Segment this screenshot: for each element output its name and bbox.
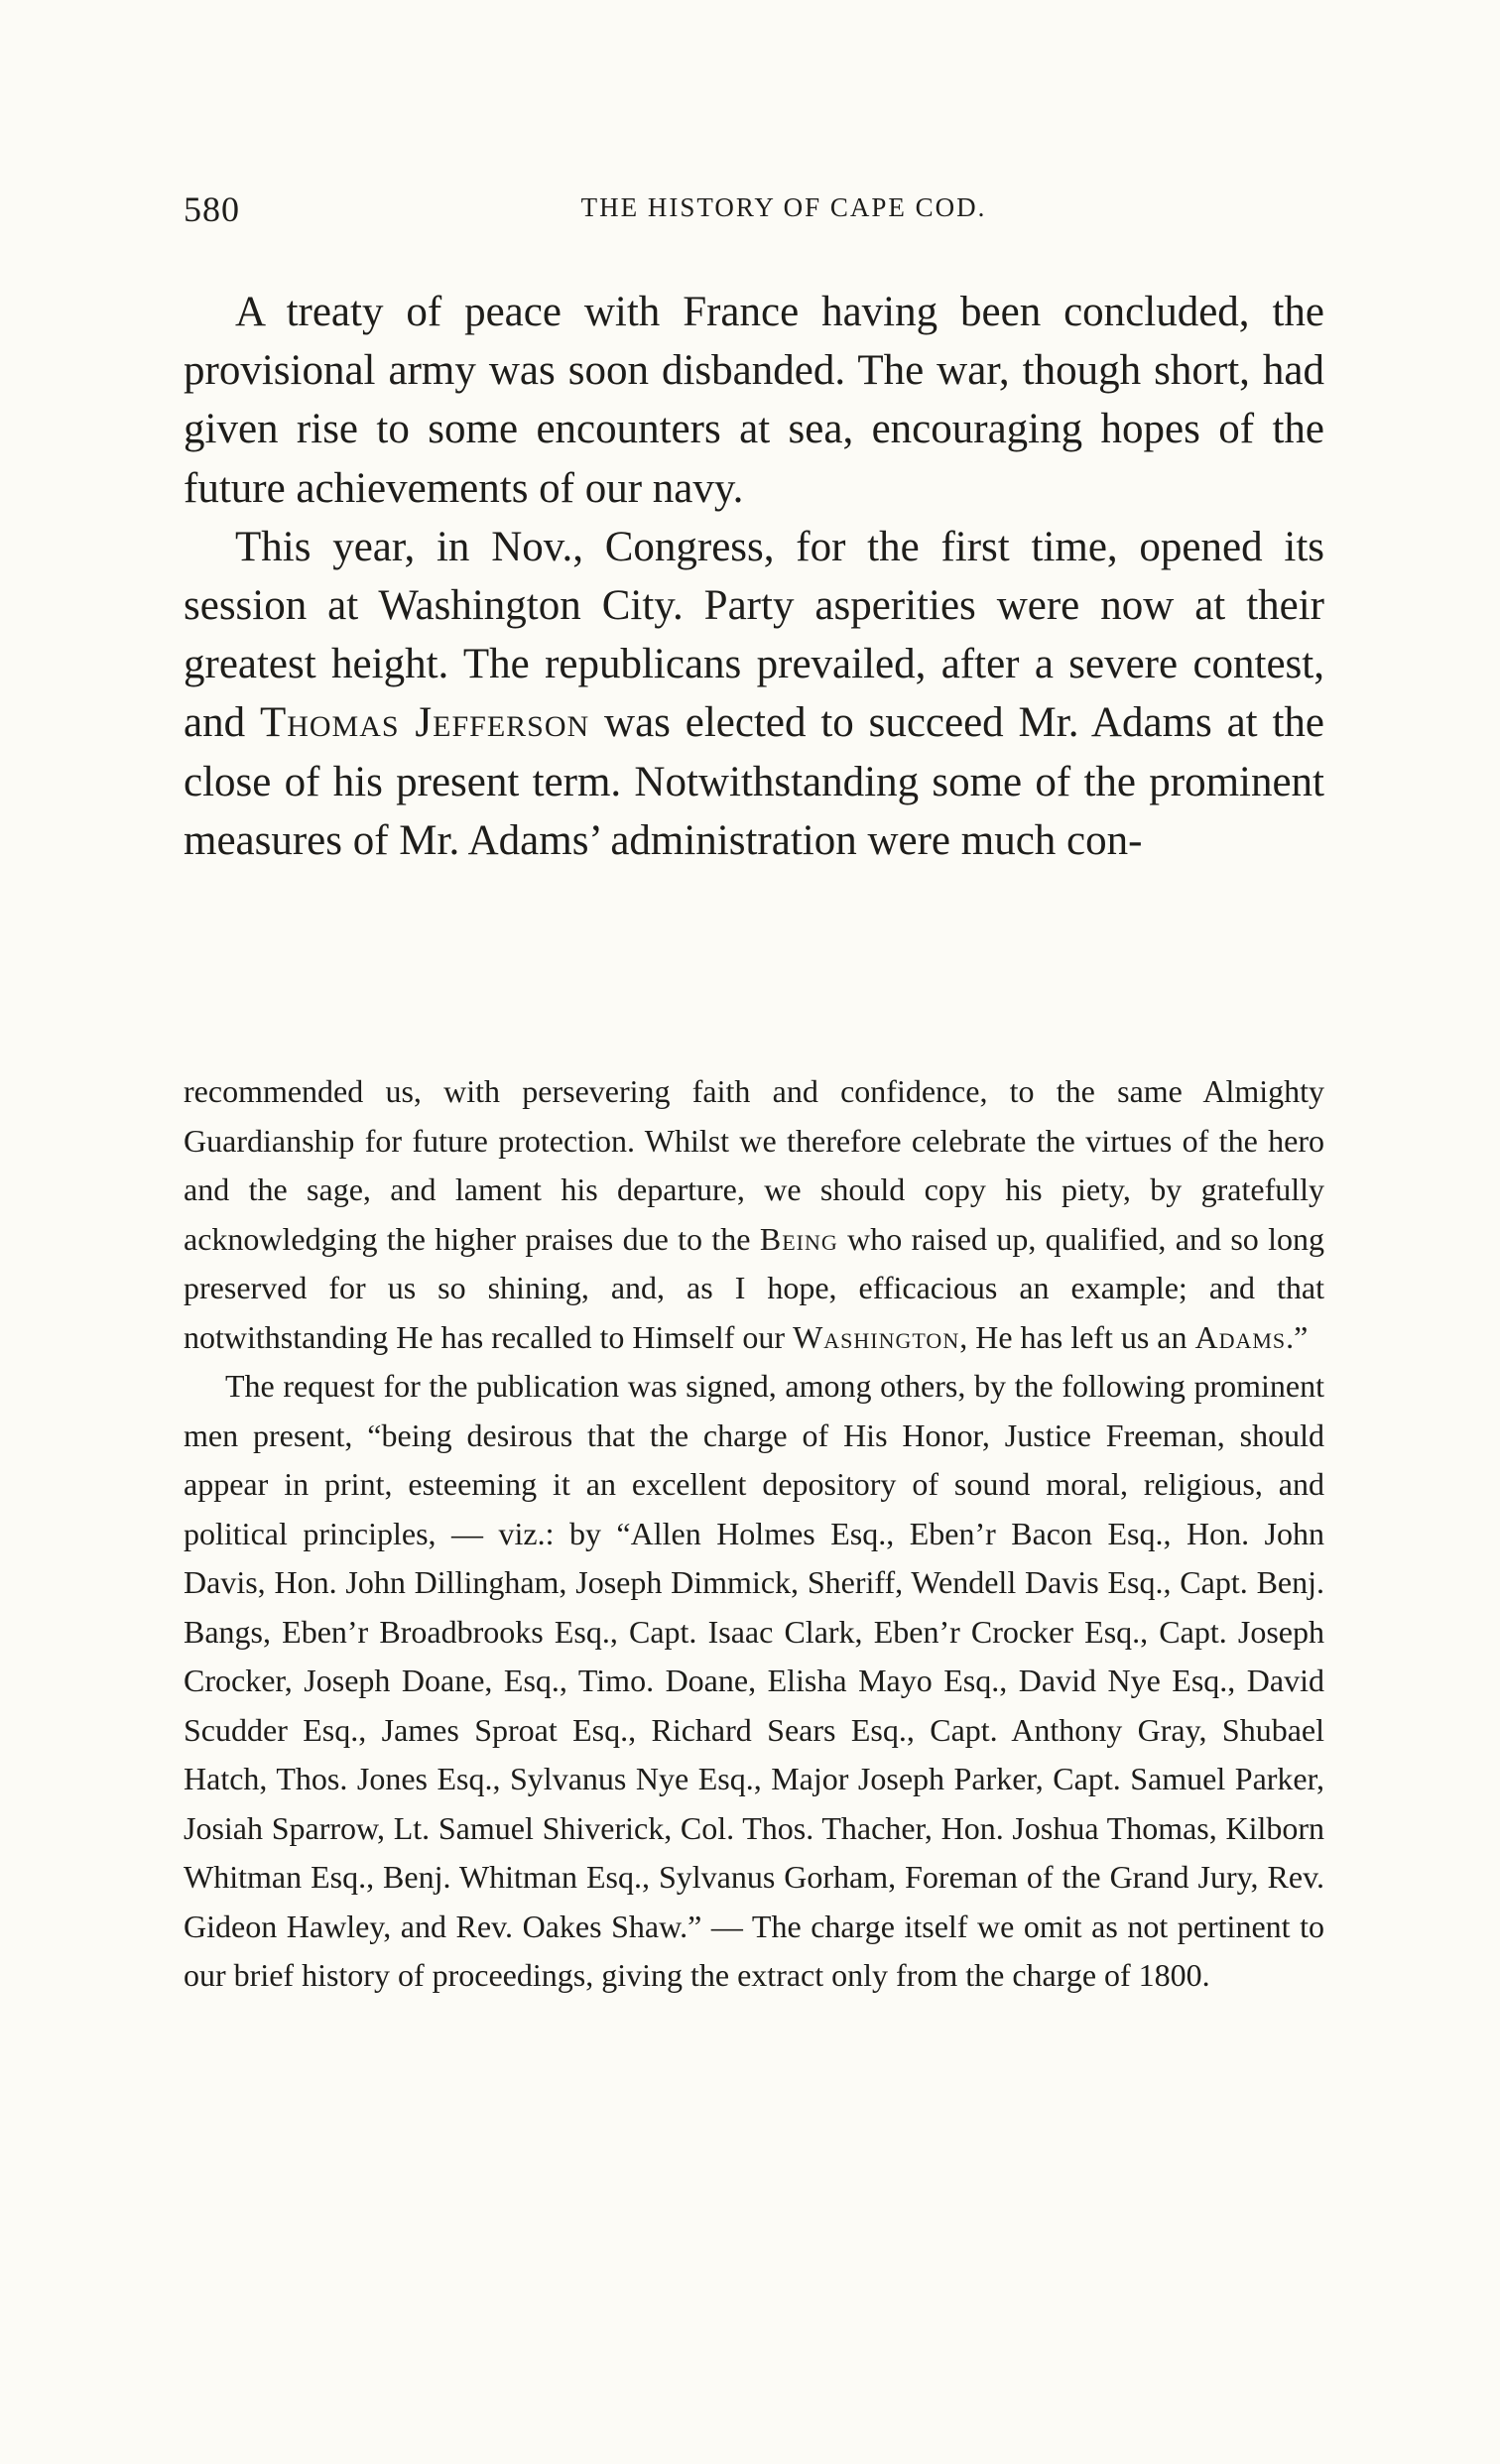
paragraph-text: was elected to succeed Mr. Adams at the close of his present term. Notwithstanding some of the prominent measures of Mr. Adams’ administration were much con- xyxy=(184,699,1324,864)
footnote-paragraph-2: The request for the publication was signed, among others, by the following prominent men present, “being desirous that the charge of His Honor, Justice Freeman, should appear in print, esteeming it an excellent depository of sound moral, religious, and political principles, — viz.: by “Allen Holmes Esq., Eben’r Bacon Esq., Hon. John Davis, Hon. John Dillingham, Joseph Dimmick, Sheriff, Wendell Davis Esq., Capt. Benj. Bangs, Eben’r Broadbrooks Esq., Capt. Isaac Clark, Eben’r Crocker Esq., Capt. Joseph Crocker, Joseph Doane, Esq., Timo. Doane, Elisha Mayo Esq., David Nye Esq., David Scudder Esq., James Sproat Esq., Richard Sears Esq., Capt. Anthony Gray, Shubael Hatch, Thos. Jones Esq., Sylvanus Nye Esq., Major Joseph Parker, Capt. Samuel Parker, Josiah Sparrow, Lt. Samuel Shiverick, Col. Thos. Thacher, Hon. Joshua Thomas, Kilborn Whitman Esq., Benj. Whitman Esq., Sylvanus Gorham, Foreman of the Grand Jury, Rev. Gideon Hawley, and Rev. Oakes Shaw.” — The charge itself we omit as not pertinent to our brief history of proceedings, giving the extract only from the charge of 1800. xyxy=(184,1368,1324,1993)
paragraph-text: This year, in Nov., Congress, for the first time, opened its session at Washington City. Party asperities were now at their greatest height. The republicans prevailed, after a severe contest, and xyxy=(184,523,1324,747)
footnote xyxy=(184,1067,1324,2001)
footnote-text: who raised up, qualified, and so long preserved for us so shining, and, as I hope, efficacious an example; and that notwithstanding He has recalled to Himself our xyxy=(184,1220,1325,1355)
footnote-text: , He has left us an xyxy=(959,1318,1195,1355)
small-caps-word: Washington xyxy=(793,1318,960,1355)
small-caps-name: Thomas Jefferson xyxy=(259,699,590,747)
running-title: THE HISTORY OF CAPE COD. xyxy=(580,192,987,222)
footnote-paragraph-1 xyxy=(184,1067,1324,1362)
footnote-text: .” xyxy=(1286,1318,1309,1355)
small-caps-word: Adams xyxy=(1194,1318,1287,1355)
footnote-text: recommended us, with persevering faith and confidence, to the same Almighty Guardianship for future protection. Whilst we therefore celebrate the virtues of the hero and the sage, and lament his departure, we should copy his piety, by gratefully acknowledging the higher praises due to the xyxy=(184,1073,1324,1257)
small-caps-word: Being xyxy=(759,1220,838,1257)
page-header xyxy=(184,188,1324,238)
main-paragraph-2 xyxy=(184,518,1324,870)
main-text xyxy=(184,283,1324,870)
page-number: 580 xyxy=(184,189,240,229)
main-paragraph-1: A treaty of peace with France having been concluded, the provisional army was soon disbanded. The war, though short, had given rise to some encounters at sea, encouraging hopes of the future achievements of our navy. xyxy=(184,289,1324,512)
